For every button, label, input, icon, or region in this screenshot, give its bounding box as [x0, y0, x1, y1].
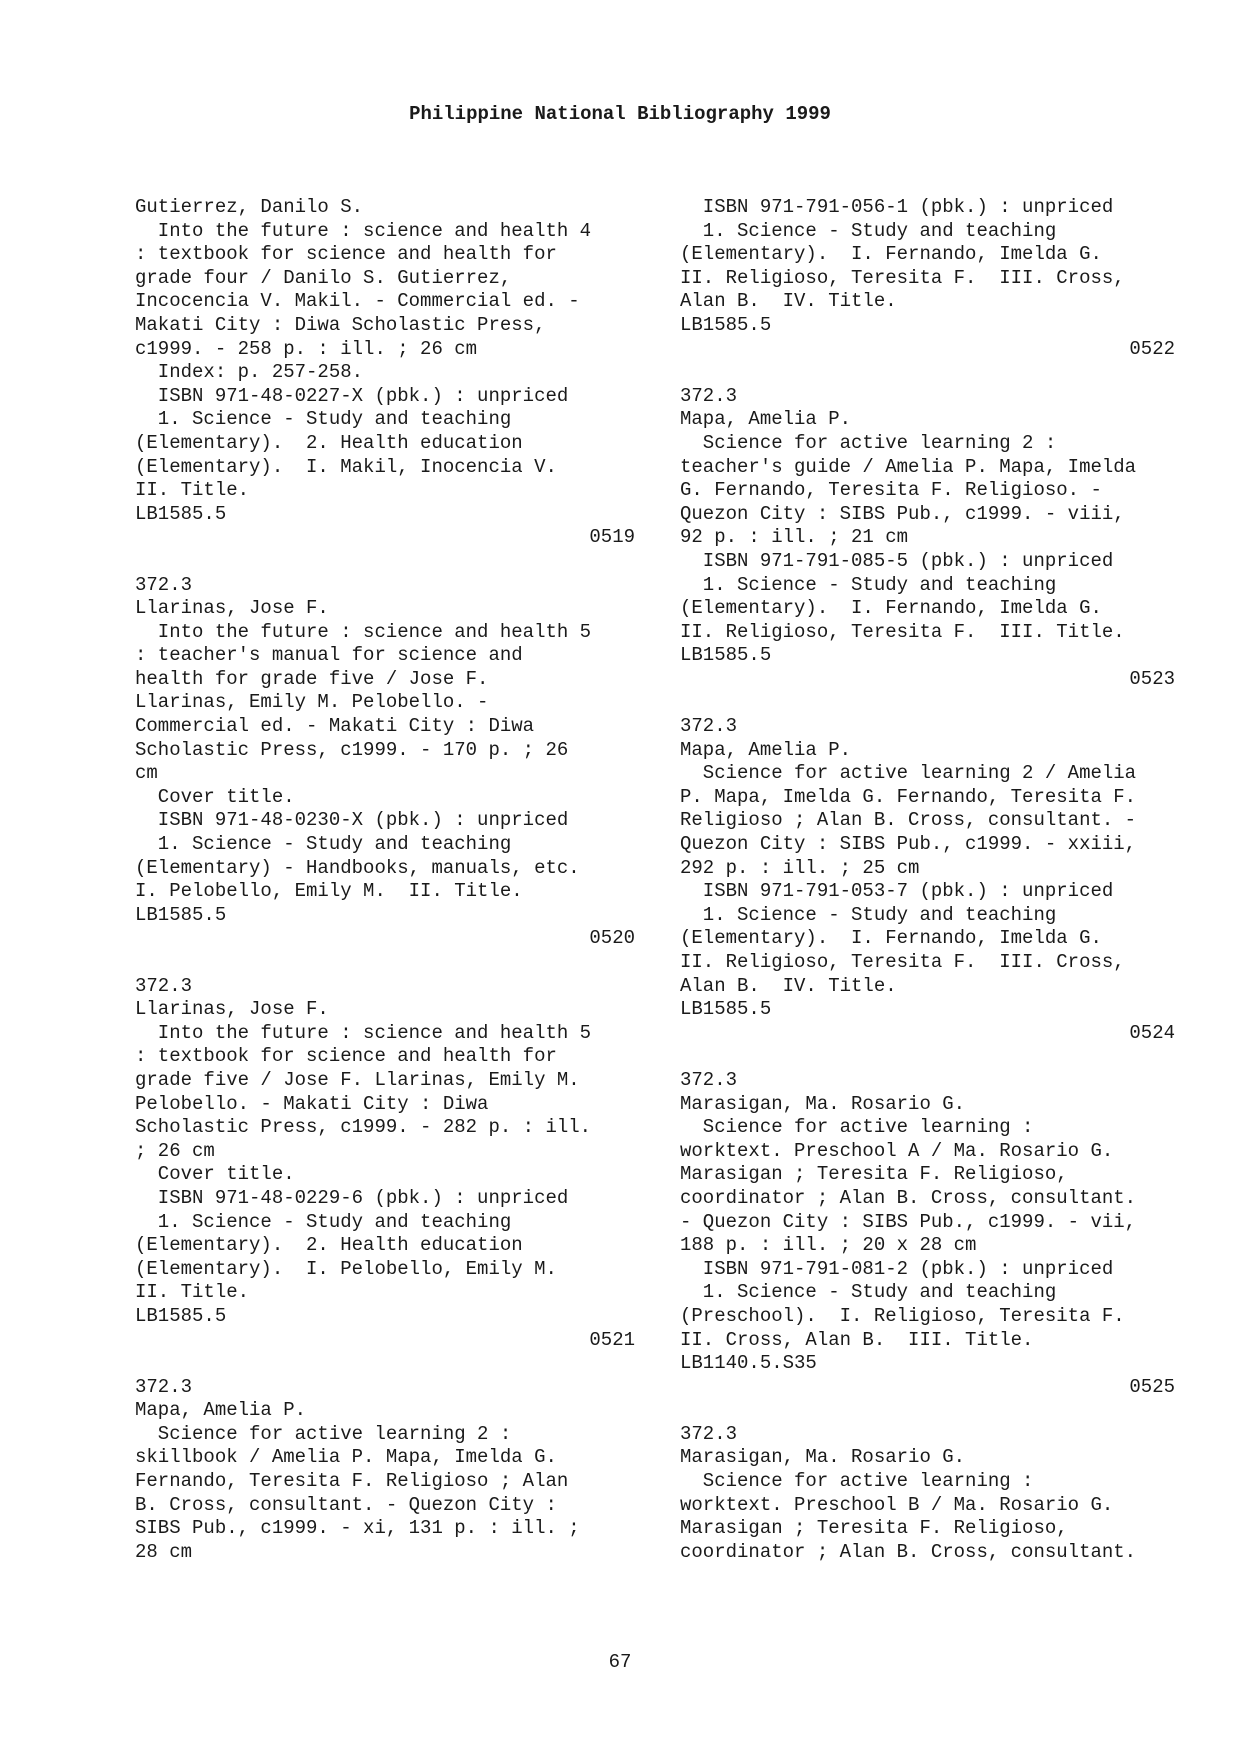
entry-separator — [135, 550, 635, 574]
entry-line: Cover title. — [135, 1163, 295, 1186]
entry-separator — [135, 1352, 635, 1376]
entry-line: B. Cross, consultant. - Quezon City : — [135, 1493, 557, 1516]
entry-line: ISBN 971-48-0229-6 (pbk.) : unpriced — [135, 1186, 569, 1209]
entry-separator — [135, 951, 635, 975]
entry-line: worktext. Preschool B / Ma. Rosario G. — [680, 1493, 1114, 1516]
entry-line: LB1585.5 — [680, 998, 772, 1021]
entry-line: ISBN 971-791-056-1 (pbk.) : unpriced — [680, 196, 1114, 218]
entry-number: 0521 — [589, 1328, 635, 1351]
entry-line: II. Title. — [135, 1281, 250, 1304]
entry-line: Llarinas, Jose F. — [135, 597, 329, 620]
entry-line: Pelobello. - Makati City : Diwa — [135, 1092, 489, 1115]
entry-line: LB1140.5.S35 — [680, 1352, 817, 1375]
entry-line: Into the future : science and health 5 — [135, 1021, 592, 1044]
entry-line: 372.3 — [680, 1068, 738, 1091]
entry-line: G. Fernando, Teresita F. Religioso. - — [680, 479, 1102, 502]
entry-line: II. Cross, Alan B. III. Title. — [680, 1328, 1034, 1351]
entry-line: worktext. Preschool A / Ma. Rosario G. — [680, 1139, 1114, 1162]
page-number: 67 — [608, 1651, 632, 1673]
entry-number: 0524 — [1129, 1021, 1175, 1044]
entry-number: 0525 — [1129, 1375, 1175, 1398]
entry-line: ISBN 971-791-081-2 (pbk.) : unpriced — [680, 1257, 1114, 1280]
entry-line: ; 26 cm — [135, 1139, 215, 1162]
entry-line: ISBN 971-791-053-7 (pbk.) : unpriced — [680, 880, 1114, 903]
entry-line: II. Religioso, Teresita F. III. Title. — [680, 620, 1125, 643]
entry-line: 1. Science - Study and teaching — [135, 833, 512, 856]
entry-line: Mapa, Amelia P. — [135, 1399, 307, 1422]
left-column — [135, 196, 635, 1564]
entry-line: teacher's guide / Amelia P. Mapa, Imelda — [680, 455, 1137, 478]
entry-line: Science for active learning : — [680, 1116, 1034, 1139]
entry-line: Marasigan ; Teresita F. Religioso, — [680, 1517, 1068, 1540]
entry-line: Commercial ed. - Makati City : Diwa — [135, 715, 535, 738]
entry-line: LB1585.5 — [680, 644, 772, 667]
entry-separator — [680, 361, 1175, 385]
entry-line: coordinator ; Alan B. Cross, consultant. — [680, 1186, 1137, 1209]
entry-line: LB1585.5 — [135, 1304, 227, 1327]
entry-line: SIBS Pub., c1999. - xi, 131 p. : ill. ; — [135, 1517, 580, 1540]
entry-line: 92 p. : ill. ; 21 cm — [680, 526, 909, 549]
entry-line: I. Pelobello, Emily M. II. Title. — [135, 880, 523, 903]
entry-line: (Elementary). 2. Health education — [135, 1234, 523, 1257]
entry-line: : textbook for science and health for — [135, 243, 557, 266]
entry-line: coordinator ; Alan B. Cross, consultant. — [680, 1540, 1137, 1563]
entry-line: Scholastic Press, c1999. - 282 p. : ill. — [135, 1116, 592, 1139]
entry-line: grade five / Jose F. Llarinas, Emily M. — [135, 1068, 580, 1091]
entry-line: : textbook for science and health for — [135, 1045, 557, 1068]
entry-line: : teacher's manual for science and — [135, 644, 523, 667]
entry-line: ISBN 971-48-0230-X (pbk.) : unpriced — [135, 809, 569, 832]
entry-line: Science for active learning 2 : — [135, 1422, 512, 1445]
entry-line: 372.3 — [680, 715, 738, 738]
entry-line: c1999. - 258 p. : ill. ; 26 cm — [135, 337, 478, 360]
entry-line: 1. Science - Study and teaching — [680, 903, 1057, 926]
entry-line: (Preschool). I. Religioso, Teresita F. — [680, 1304, 1125, 1327]
entry-line: 1. Science - Study and teaching — [135, 1210, 512, 1233]
entry-line: ISBN 971-48-0227-X (pbk.) : unpriced — [135, 384, 569, 407]
entry-line: 292 p. : ill. ; 25 cm — [680, 856, 920, 879]
entry-line: 372.3 — [680, 384, 738, 407]
entry-line: II. Religioso, Teresita F. III. Cross, — [680, 266, 1125, 289]
entry-line: cm — [135, 762, 158, 785]
entry-line: 28 cm — [135, 1540, 193, 1563]
entry-line: Makati City : Diwa Scholastic Press, — [135, 313, 546, 336]
entry-line: Index: p. 257-258. — [135, 361, 364, 384]
right-column — [680, 196, 1175, 1564]
entry-line: (Elementary) - Handbooks, manuals, etc. — [135, 856, 580, 879]
entry-line: Science for active learning 2 : — [680, 431, 1057, 454]
entry-line: 372.3 — [680, 1422, 738, 1445]
entry-line: Incocencia V. Makil. - Commercial ed. - — [135, 290, 580, 313]
entry-line: Into the future : science and health 4 — [135, 219, 592, 242]
entry-line: Science for active learning 2 / Amelia — [680, 762, 1137, 785]
entry-line: LB1585.5 — [680, 313, 772, 336]
entry-number: 0520 — [589, 927, 635, 950]
entry-line: health for grade five / Jose F. — [135, 667, 489, 690]
entry-line: (Elementary). I. Fernando, Imelda G. — [680, 243, 1102, 266]
entry-line: Scholastic Press, c1999. - 170 p. ; 26 — [135, 738, 569, 761]
entry-line: 1. Science - Study and teaching — [680, 1281, 1057, 1304]
entry-number: 0523 — [1129, 667, 1175, 690]
entry-line: Mapa, Amelia P. — [680, 738, 852, 761]
entry-separator — [680, 691, 1175, 715]
entry-line: ISBN 971-791-085-5 (pbk.) : unpriced — [680, 549, 1114, 572]
entry-line: P. Mapa, Imelda G. Fernando, Teresita F. — [680, 785, 1137, 808]
entry-line: grade four / Danilo S. Gutierrez, — [135, 266, 512, 289]
entry-line: 1. Science - Study and teaching — [135, 408, 512, 431]
entry-line: Fernando, Teresita F. Religioso ; Alan — [135, 1470, 569, 1493]
entry-line: (Elementary). I. Fernando, Imelda G. — [680, 597, 1102, 620]
entry-line: 372.3 — [135, 1375, 193, 1398]
entry-line: - Quezon City : SIBS Pub., c1999. - vii, — [680, 1210, 1137, 1233]
entry-line: Marasigan, Ma. Rosario G. — [680, 1092, 966, 1115]
entry-line: (Elementary). I. Fernando, Imelda G. — [680, 927, 1102, 950]
entry-line: Llarinas, Jose F. — [135, 998, 329, 1021]
entry-line: 372.3 — [135, 974, 193, 997]
entry-line: Quezon City : SIBS Pub., c1999. - xxiii, — [680, 833, 1137, 856]
entry-line: Llarinas, Emily M. Pelobello. - — [135, 691, 489, 714]
entry-number: 0519 — [589, 526, 635, 549]
entry-line: 372.3 — [135, 573, 193, 596]
entry-number: 0522 — [1129, 337, 1175, 360]
entry-line: Into the future : science and health 5 — [135, 620, 592, 643]
page-title: Philippine National Bibliography 1999 — [409, 103, 831, 125]
entry-line: Gutierrez, Danilo S. — [135, 196, 364, 218]
entry-line: II. Title. — [135, 479, 250, 502]
entry-line: Alan B. IV. Title. — [680, 974, 897, 997]
entry-line: Marasigan, Ma. Rosario G. — [680, 1446, 966, 1469]
entry-line: Science for active learning : — [680, 1470, 1034, 1493]
entry-line: Marasigan ; Teresita F. Religioso, — [680, 1163, 1068, 1186]
entry-line: Mapa, Amelia P. — [680, 408, 852, 431]
entry-line: (Elementary). I. Makil, Inocencia V. — [135, 455, 557, 478]
entry-line: 1. Science - Study and teaching — [680, 219, 1057, 242]
entry-line: skillbook / Amelia P. Mapa, Imelda G. — [135, 1446, 557, 1469]
entry-line: LB1585.5 — [135, 903, 227, 926]
entry-line: 1. Science - Study and teaching — [680, 573, 1057, 596]
entry-line: Cover title. — [135, 785, 295, 808]
entry-line: (Elementary). I. Pelobello, Emily M. — [135, 1257, 557, 1280]
entry-line: Quezon City : SIBS Pub., c1999. - viii, — [680, 502, 1125, 525]
entry-line: (Elementary). 2. Health education — [135, 431, 523, 454]
entry-separator — [680, 1045, 1175, 1069]
entry-line: II. Religioso, Teresita F. III. Cross, — [680, 951, 1125, 973]
entry-line: Alan B. IV. Title. — [680, 290, 897, 313]
entry-separator — [680, 1399, 1175, 1423]
entry-line: LB1585.5 — [135, 502, 227, 525]
entry-line: Religioso ; Alan B. Cross, consultant. - — [680, 809, 1137, 832]
entry-line: 188 p. : ill. ; 20 x 28 cm — [680, 1234, 977, 1257]
